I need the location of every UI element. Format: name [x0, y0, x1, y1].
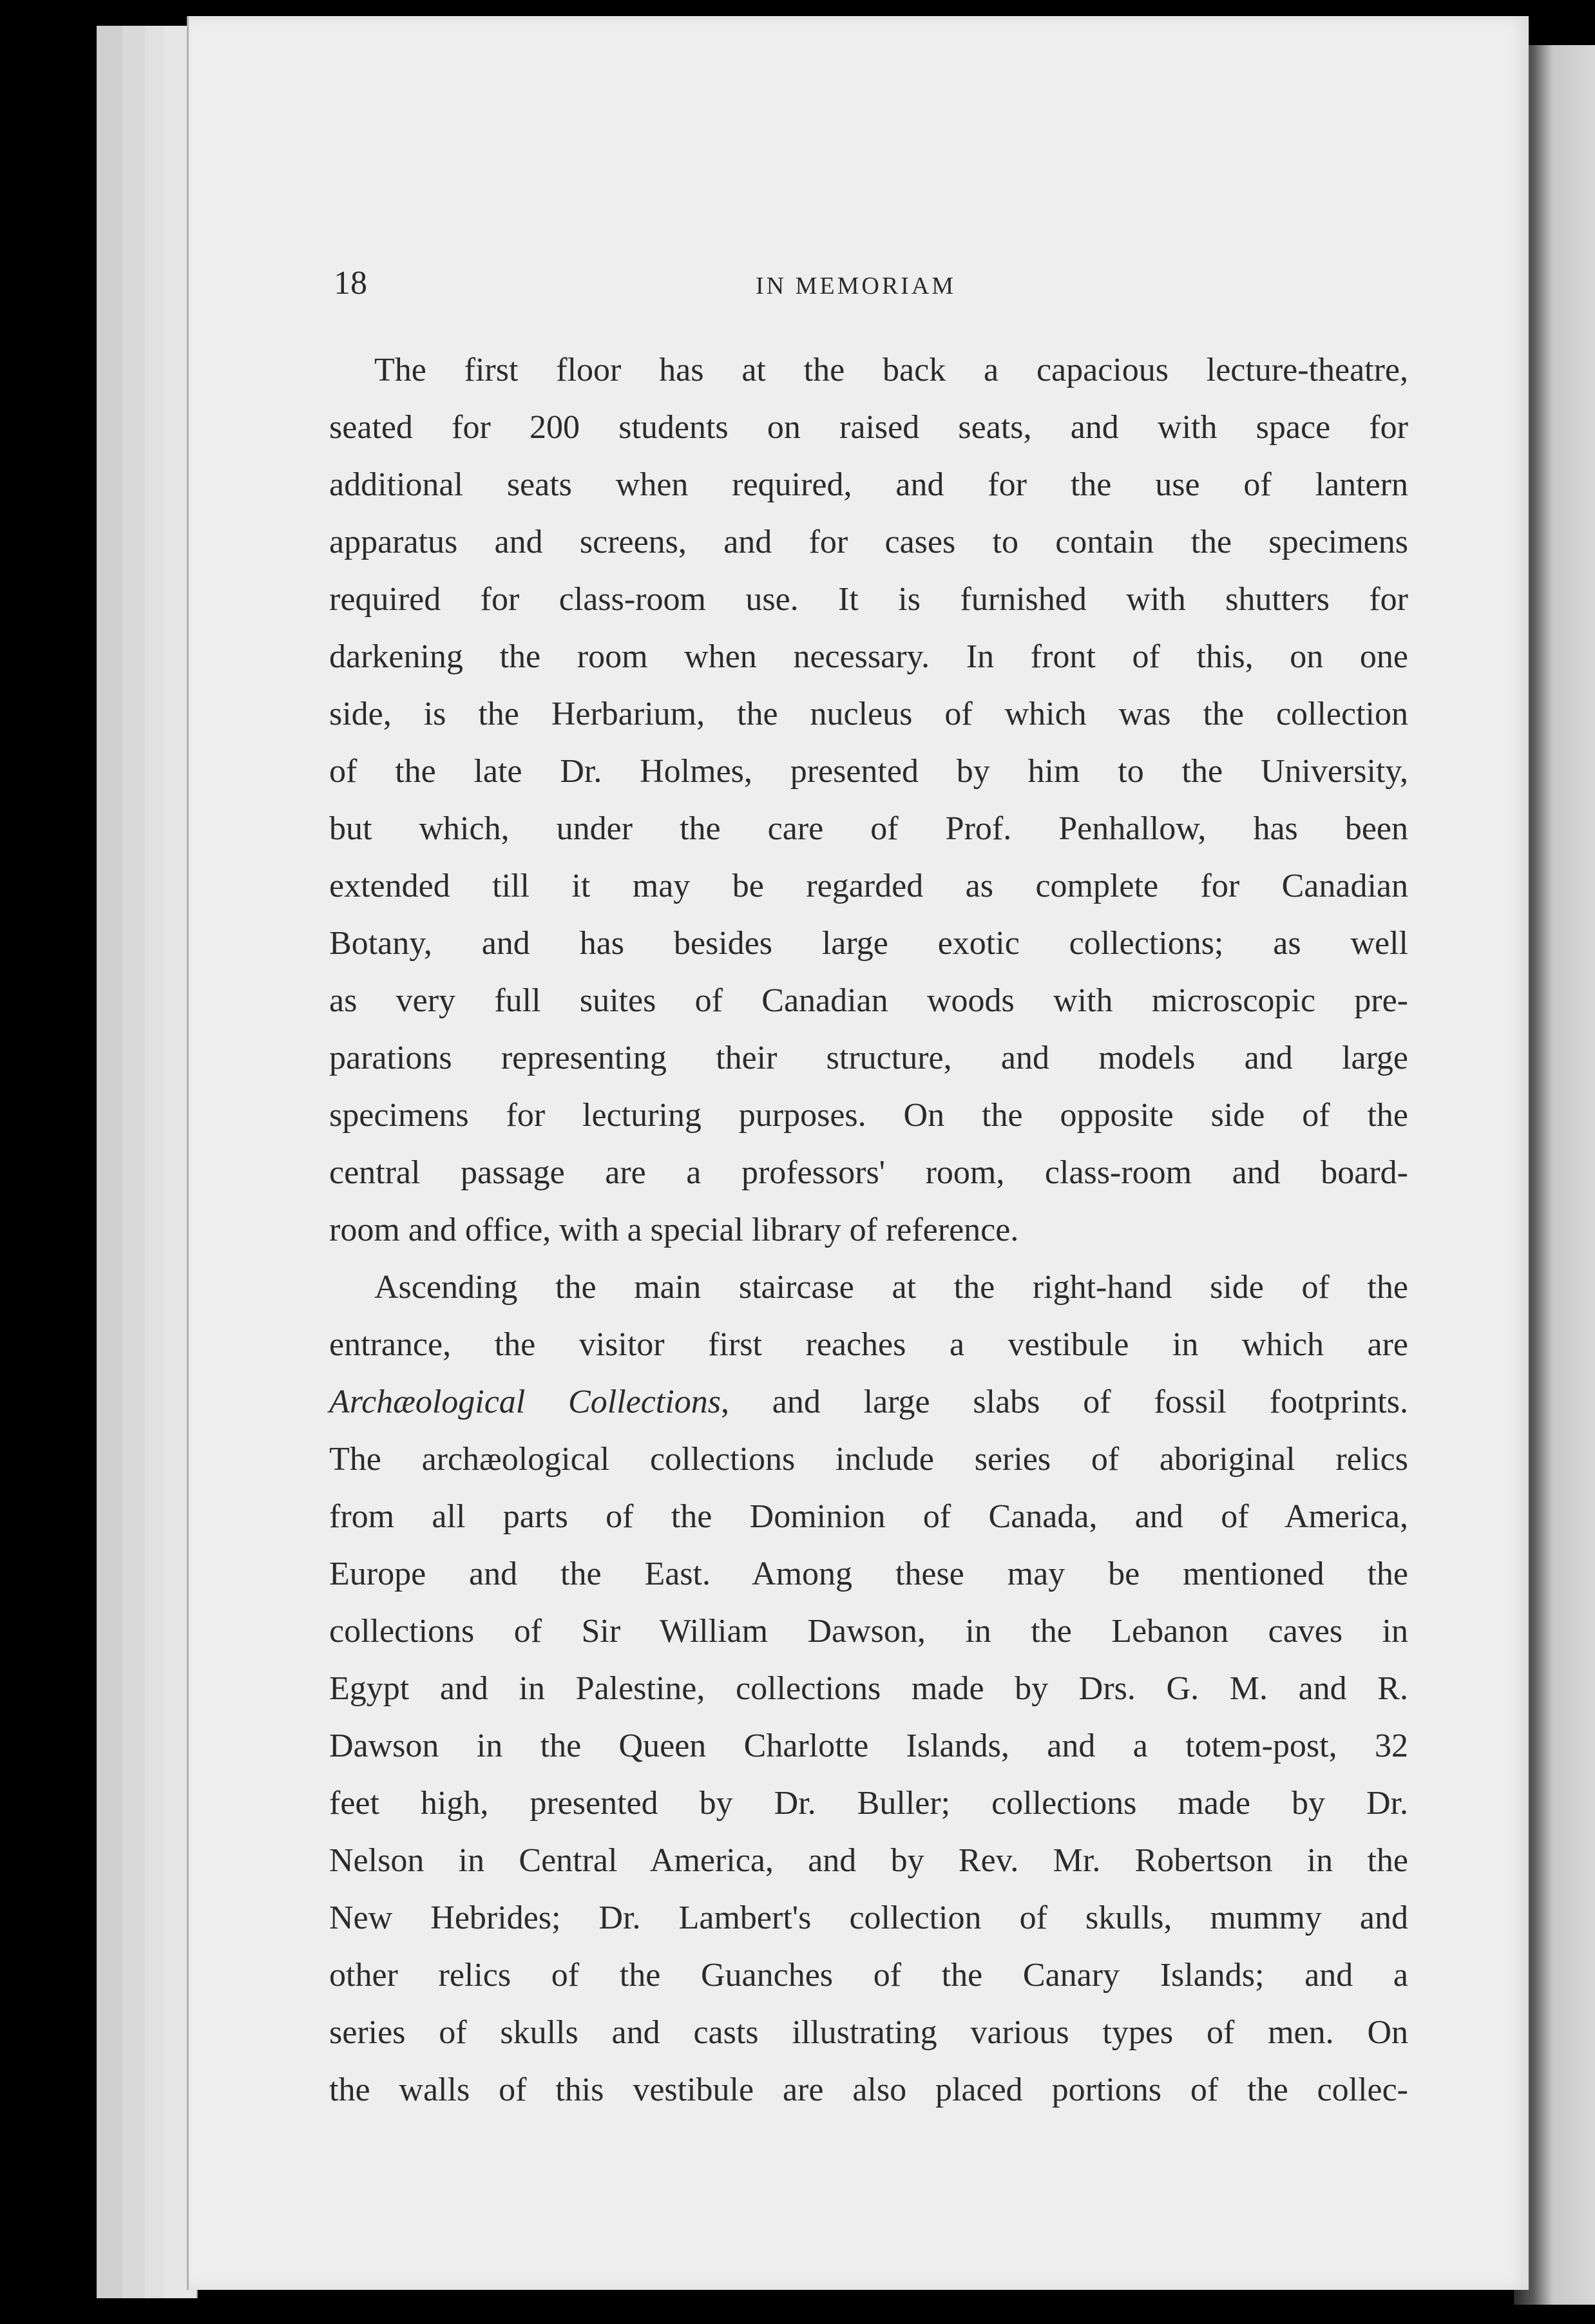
text-line: seated for 200 students on raised seats, and with space for: [329, 409, 1408, 446]
text-line: side, is the Herbarium, the nucleus of which was the collection: [329, 696, 1408, 732]
text-line: required for class-room use. It is furnished with shutters for: [329, 581, 1408, 618]
text-line: extended till it may be regarded as complete for Canadian: [329, 868, 1408, 904]
text-line: specimens for lecturing purposes. On the opposite side of the: [329, 1097, 1408, 1134]
text-line: feet high, presented by Dr. Buller; collections made by Dr.: [329, 1785, 1408, 1822]
text-line: darkening the room when necessary. In front of this, on one: [329, 638, 1408, 675]
text-line: Europe and the East. Among these may be mentioned the: [329, 1556, 1408, 1592]
text-line: Egypt and in Palestine, collections made by Drs. G. M. and R.: [329, 1670, 1408, 1707]
text-line: the walls of this vestibule are also placed portions of the collec-: [329, 2072, 1408, 2108]
text-line: from all parts of the Dominion of Canada, and of America,: [329, 1498, 1408, 1535]
text-line-with-italic: [329, 1373, 1408, 1431]
text-fragment: , and large slabs of fossil footprints.: [720, 1384, 1409, 1420]
body-text: [329, 341, 1595, 2119]
text-line: room and office, with a special library of reference.: [329, 1212, 1019, 1248]
text-line: Botany, and has besides large exotic collections; as well: [329, 925, 1408, 962]
text-line: entrance, the visitor first reaches a vestibule in which are: [329, 1326, 1408, 1363]
running-head: IN MEMORIAM: [756, 272, 957, 300]
text-line: Nelson in Central America, and by Rev. Mr. Robertson in the: [329, 1842, 1408, 1879]
text-line: series of skulls and casts illustrating various types of men. On: [329, 2014, 1408, 2051]
text-line: collections of Sir William Dawson, in the Lebanon caves in: [329, 1613, 1408, 1650]
text-line: The archæological collections include series of aboriginal relics: [329, 1441, 1408, 1478]
page-header: [189, 264, 1529, 309]
book-page: [187, 16, 1529, 2290]
text-line: other relics of the Guanches of the Canary Islands; and a: [329, 1957, 1408, 1994]
text-line: additional seats when required, and for the use of lantern: [329, 466, 1408, 503]
text-line: apparatus and screens, and for cases to contain the specimens: [329, 524, 1408, 560]
text-line: parations representing their structure, and models and large: [329, 1040, 1408, 1076]
text-line: Dawson in the Queen Charlotte Islands, and a totem-post, 32: [329, 1728, 1408, 1764]
italic-phrase: Archæological Collections: [329, 1384, 721, 1420]
text-line: central passage are a professors' room, class-room and board-: [329, 1154, 1408, 1191]
text-line: but which, under the care of Prof. Penhallow, has been: [329, 810, 1408, 847]
text-line: The first floor has at the back a capacious lecture-theatre,: [374, 352, 1408, 388]
page-number: 18: [334, 265, 367, 301]
text-line: Ascending the main staircase at the right-hand side of the: [374, 1269, 1408, 1306]
text-line: as very full suites of Canadian woods with microscopic pre-: [329, 982, 1408, 1019]
text-line: New Hebrides; Dr. Lambert's collection of skulls, mummy and: [329, 1900, 1408, 1936]
text-line: of the late Dr. Holmes, presented by him to the University,: [329, 753, 1408, 790]
